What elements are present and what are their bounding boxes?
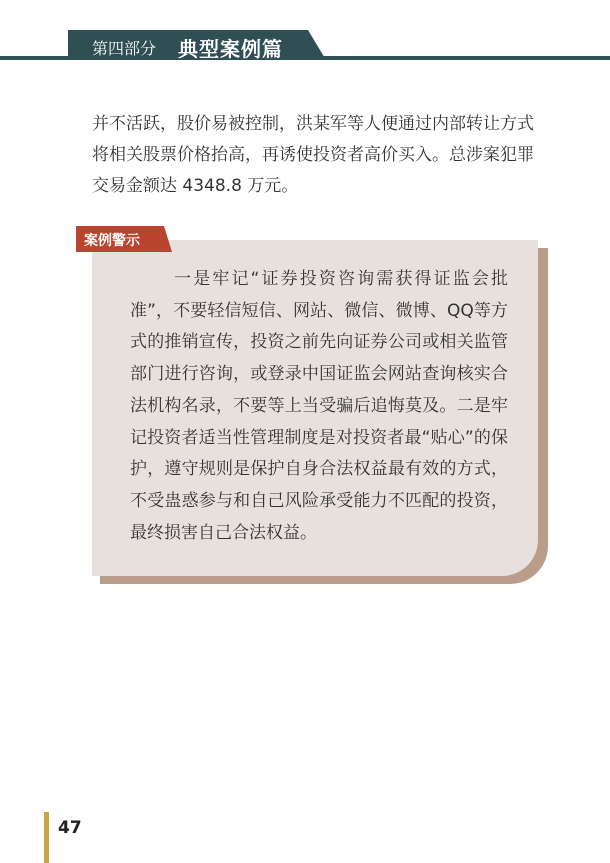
warning-label: 案例警示 — [84, 233, 140, 249]
section-part-label: 第四部分 — [92, 39, 157, 58]
page-number-bar — [44, 812, 49, 863]
body-paragraph: 并不活跃，股价易被控制，洪某军等人便通过内部转让方式将相关股票价格抬高，再诱使投资者高价买入。总涉案犯罪交易金额达 4348.8 万元。 — [92, 114, 534, 196]
section-title: 典型案例篇 — [178, 37, 283, 61]
warning-text: 一是牢记“证券投资咨询需获得证监会批准”，不要轻信短信、网站、微信、微博、QQ等方式的推销宣传，投资之前先向证券公司或相关监管部门进行咨询，或登录中国证监会网站查询核实合法机构名录，不要等上当受骗后追悔莫及。二是牢记投资者适当性管理制度是对投资者最“贴心”的保护，遵守规则是保护自身合法权益最有效的方式，不受蛊惑参与和自己风险承受能力不匹配的投资，最终损害自己合法权益。 — [130, 269, 508, 543]
warning-text-block — [130, 264, 508, 549]
page-number: 47 — [58, 818, 82, 838]
